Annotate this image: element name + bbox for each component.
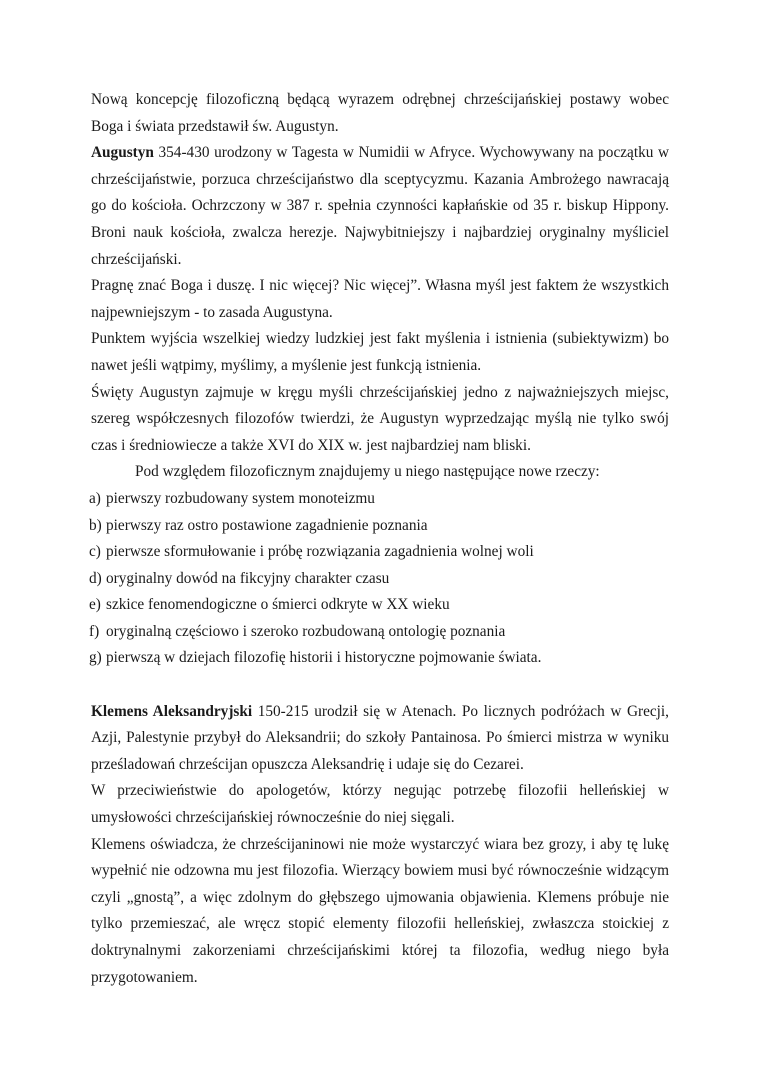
- list-item: [89, 513, 669, 540]
- innovations-list: [91, 486, 669, 672]
- text-line: Nową koncepcję filozoficzną będącą wyrazem odrębnej chrześcijańskiej postawy wobec: [91, 91, 669, 108]
- list-marker: d): [89, 569, 102, 587]
- text-line: nawet jeśli wątpimy, myślimy, a myślenie jest funkcją istnienia.: [91, 356, 482, 374]
- text-line: Azji, Palestynie przybył do Aleksandrii; do szkoły Pantainosa. Po śmierci mistrza w wyniku: [91, 729, 669, 747]
- text-line: tylko przemieszać, ale wręcz stopić elementy filozofii helleńskiej, zwłaszcza stoickiej z: [91, 915, 669, 933]
- list-item-text: pierwszy rozbudowany system monoteizmu: [106, 489, 375, 507]
- text-line: doktrynalnymi zakorzeniami chrześcijańskimi której ta filozofia, według niego była: [91, 942, 669, 959]
- person-name-augustyn: Augustyn: [91, 144, 154, 162]
- text-line: W przeciwieństwie do apologetów, którzy negując potrzebę filozofii helleńskiej w: [91, 782, 669, 800]
- list-marker: g): [89, 649, 102, 667]
- list-marker: c): [89, 543, 101, 561]
- text-line: przygotowaniem.: [91, 968, 198, 986]
- list-item-text: szkice fenomendogiczne o śmierci odkryte w XX wieku: [106, 596, 450, 614]
- klemens-gnosis-paragraph: [91, 832, 669, 992]
- list-item: [89, 486, 669, 513]
- text-line: najpewniejszym - to zasada Augustyna.: [91, 303, 333, 321]
- list-marker: b): [89, 516, 102, 534]
- klemens-bio-paragraph: [91, 699, 669, 779]
- text-line: Pragnę znać Boga i duszę. I nic więcej? Nic więcej”. Własna myśl jest faktem że wszystkich: [91, 277, 669, 295]
- text-line: chrześcijański.: [91, 250, 182, 268]
- augustyn-premise-paragraph: [91, 326, 669, 379]
- list-marker: a): [89, 489, 101, 507]
- text-line: czas i średniowiecze a także XVI do XIX w. jest najbardziej nam bliski.: [91, 436, 531, 454]
- person-name-klemens: Klemens Aleksandryjski: [91, 702, 253, 720]
- list-item: [89, 592, 669, 619]
- list-marker: e): [89, 596, 101, 614]
- text-line: szereg współczesnych filozofów twierdzi, że Augustyn wyprzedzając myślą nie tylko swój: [91, 410, 669, 428]
- text-line: umysłowości chrześcijańskiej równocześnie do niej sięgali.: [91, 809, 455, 827]
- list-item: [89, 619, 669, 646]
- text-fragment: 150-215 urodził się w Atenach. Po licznych podróżach w Grecji,: [252, 702, 669, 720]
- list-item-text: pierwsze sformułowanie i próbę rozwiązania zagadnienia wolnej woli: [106, 543, 534, 561]
- list-item: [89, 539, 669, 566]
- text-line: Święty Augustyn zajmuje w kręgu myśli chrześcijańskiej jedno z najważniejszych miejsc,: [91, 383, 669, 401]
- list-item: [89, 566, 669, 593]
- text-line: Punktem wyjścia wszelkiej wiedzy ludzkiej jest fakt myślenia i istnienia (subiektywizm) bo: [91, 330, 669, 348]
- augustyn-intro-paragraph: [91, 87, 669, 140]
- text-line: Klemens oświadcza, że chrześcijaninowi nie może wystarczyć wiara bez grozy, i aby tę lukę: [91, 835, 669, 853]
- list-item-text: oryginalny dowód na fikcyjny charakter czasu: [106, 569, 390, 587]
- text-line: [91, 140, 669, 167]
- list-item-text: oryginalną częściowo i szeroko rozbudowaną ontologię poznania: [106, 622, 506, 640]
- list-item: [89, 645, 669, 672]
- list-item-text: pierwszą w dziejach filozofię historii i historyczne pojmowanie świata.: [106, 649, 542, 667]
- text-line: czyli „gnostą”, a więc zdolnym do głębszego ujmowania objawienia. Klemens próbuje nie: [91, 888, 669, 906]
- text-fragment: 354-430 urodzony w Tagesta w Numidii w Afryce. Wychowywany na początku w: [153, 144, 669, 162]
- list-intro: Pod względem filozoficznym znajdujemy u niego następujące nowe rzeczy:: [135, 463, 600, 481]
- paragraph-spacer: [91, 672, 669, 699]
- text-line: [91, 699, 669, 726]
- text-line: go do kościoła. Ochrzczony w 387 r. spełnia czynności kapłańskie od 35 r. biskup Hippony.: [91, 197, 669, 215]
- augustyn-quote-paragraph: [91, 273, 669, 326]
- text-line: chrześcijaństwie, porzuca chrześcijaństwo dla sceptycyzmu. Kazania Ambrożego nawracają: [91, 170, 669, 188]
- text-line: Boga i świata przedstawił św. Augustyn.: [91, 117, 339, 135]
- klemens-apologists-paragraph: [91, 778, 669, 831]
- augustyn-place-paragraph: [91, 380, 669, 460]
- list-item-text: pierwszy raz ostro postawione zagadnienie poznania: [106, 516, 428, 534]
- text-line: wypełnić nie odzowna mu jest filozofia. Wierzący bowiem musi być równocześnie widzącym: [91, 862, 669, 880]
- text-line: Broni nauk kościoła, zwalcza herezje. Najwybitniejszy i najbardziej oryginalny myśliciel: [91, 223, 669, 241]
- document-page: [91, 87, 669, 991]
- list-marker: f): [89, 622, 100, 640]
- augustyn-bio-paragraph: [91, 140, 669, 273]
- text-line: prześladowań chrześcijan opuszcza Aleksandrię i udaje się do Cezarei.: [91, 755, 524, 773]
